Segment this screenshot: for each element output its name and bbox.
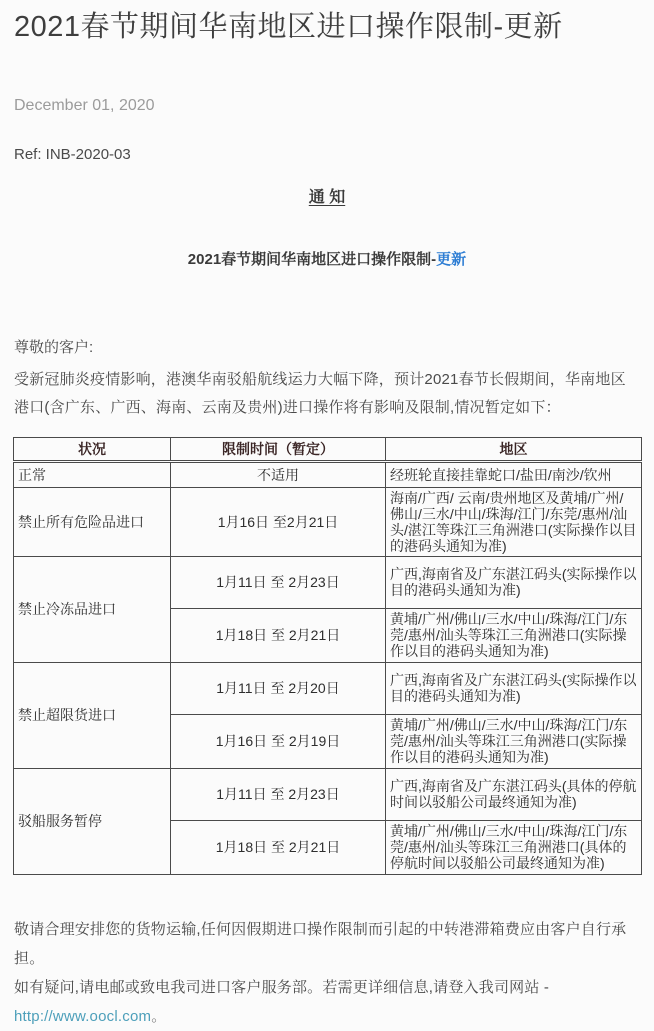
- status-cell: 禁止所有危险品进口: [14, 487, 171, 556]
- status-cell: 驳船服务暂停: [14, 768, 171, 874]
- region-cell: 广西,海南省及广东湛江码头(具体的停航时间以驳船公司最终通知为准): [386, 768, 642, 820]
- table-row: [14, 556, 642, 608]
- website-link[interactable]: http://www.oocl.com: [14, 1007, 152, 1025]
- region-cell: 黄埔/广州/佛山/三水/中山/珠海/江门/东莞/惠州/汕头等珠江三角洲港口(实际操作以目的港码头通知为准): [386, 608, 642, 662]
- closing-line-1: 敬请合理安排您的货物运输,任何因假期进口操作限制而引起的中转港滞箱费应由客户自行承担。: [14, 920, 627, 967]
- page-title: 2021春节期间华南地区进口操作限制-更新: [14, 11, 563, 43]
- closing-line-2: 如有疑问,请电邮或致电我司进口客户服务部。若需更详细信息,请登入我司网站 -: [14, 978, 550, 996]
- time-cell: 1月16日 至2月21日: [171, 487, 386, 556]
- subtitle-main: 2021春节期间华南地区进口操作限制-: [187, 250, 437, 268]
- website-line: [14, 1002, 640, 1031]
- region-cell: 广西,海南省及广东湛江码头(实际操作以目的港码头通知为准): [386, 662, 642, 714]
- restrictions-table: [13, 437, 642, 875]
- status-cell: 禁止超限货进口: [14, 662, 171, 768]
- header-time: 限制时间（暂定）: [171, 437, 386, 461]
- region-cell: 广西,海南省及广东湛江码头(实际操作以目的港码头通知为准): [386, 556, 642, 608]
- region-cell: 经班轮直接挂靠蛇口/盐田/南沙/钦州: [386, 461, 642, 487]
- time-cell: 1月11日 至 2月23日: [171, 768, 386, 820]
- closing-section: [14, 915, 640, 1031]
- status-cell: 正常: [14, 461, 171, 487]
- table-row: [14, 768, 642, 820]
- region-cell: 黄埔/广州/佛山/三水/中山/珠海/江门/东莞/惠州/汕头等珠江三角洲港口(具体的停航时间以驳船公司最终通知为准): [386, 820, 642, 874]
- table-header-row: [14, 437, 642, 461]
- table-row: [14, 662, 642, 714]
- status-cell: 禁止冷冻品进口: [14, 556, 171, 662]
- reference-number: Ref: INB-2020-03: [14, 145, 131, 163]
- notice-subtitle: [14, 248, 640, 269]
- header-region: 地区: [386, 437, 642, 461]
- intro-paragraph: 受新冠肺炎疫情影响，港澳华南驳船航线运力大幅下降，预计2021春节长假期间，华南地区港口(含广东、广西、海南、云南及贵州)进口操作将有影响及限制,情况暂定如下：: [14, 370, 626, 416]
- header-status: 状况: [14, 437, 171, 461]
- subtitle-highlight: 更新: [436, 250, 467, 268]
- time-cell: 不适用: [171, 461, 386, 487]
- region-cell: 海南/广西/ 云南/贵州地区及黄埔/广州/佛山/三水/中山/珠海/江门/东莞/惠州/汕头/湛江等珠江三角洲港口(实际操作以目的港码头通知为准): [386, 487, 642, 556]
- notice-document: [0, 9, 654, 1031]
- salutation: 尊敬的客户:: [14, 338, 94, 356]
- time-cell: 1月11日 至 2月20日: [171, 662, 386, 714]
- time-cell: 1月18日 至 2月21日: [171, 820, 386, 874]
- time-cell: 1月16日 至 2月19日: [171, 714, 386, 768]
- time-cell: 1月11日 至 2月23日: [171, 556, 386, 608]
- time-cell: 1月18日 至 2月21日: [171, 608, 386, 662]
- notice-heading-text: 通 知: [308, 188, 346, 206]
- region-cell: 黄埔/广州/佛山/三水/中山/珠海/江门/东莞/惠州/汕头等珠江三角洲港口(实际操作以目的港码头通知为准): [386, 714, 642, 768]
- website-suffix: 。: [151, 1007, 167, 1025]
- table-row: [14, 487, 642, 556]
- document-date: December 01, 2020: [14, 96, 155, 114]
- notice-heading: [14, 184, 640, 207]
- table-row: [14, 461, 642, 487]
